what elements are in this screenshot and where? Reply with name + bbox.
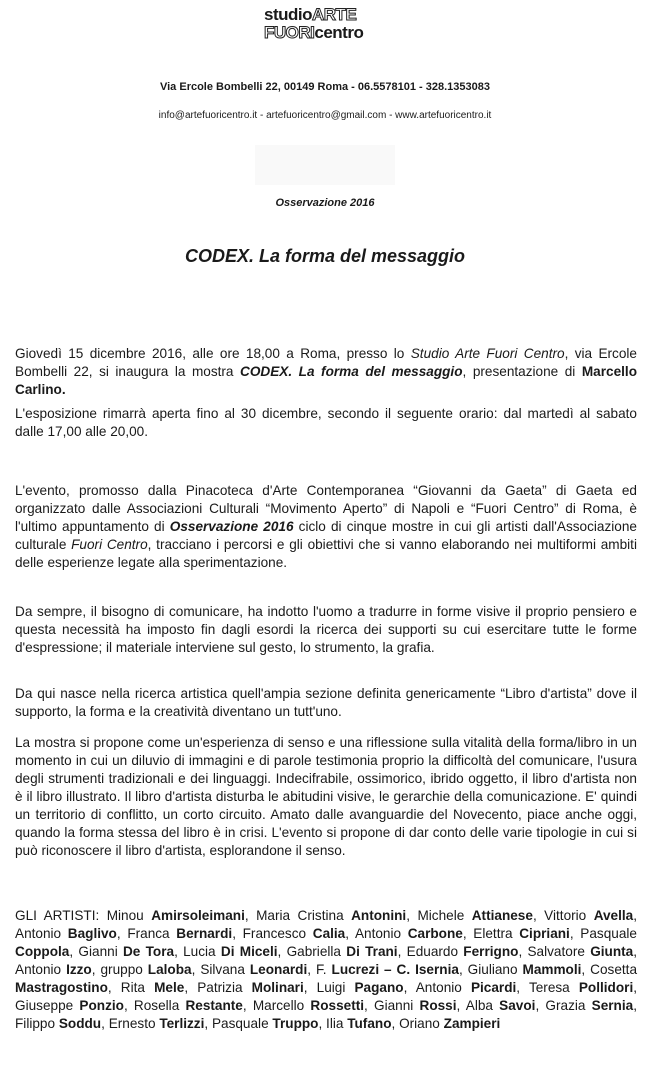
logo-text-centro: centro: [314, 23, 364, 42]
communication-paragraph: Da sempre, il bisogno di comunicare, ha indotto l'uomo a tradurre in forme visive il proprio pensiero e questa necessità ha imposto fin dagli esordi la ricerca dei supporti su cui esercitare tutte le forme d'espressione; il materiale interviene sul gesto, lo strumento, la grafia.: [15, 604, 637, 655]
artist-name: Gianni Rossi: [374, 998, 457, 1013]
artist-name: Antonio Izzo: [15, 962, 92, 977]
artists-list: GLI ARTISTI: Minou Amirsoleimani, Maria Cristina Antonini, Michele Attianese, Vittorio Avella, Antonio Baglivo, Franca Bernardi, Francesco Calia, Antonio Carbone, Elettra Cipriani, Pasquale Coppola, Gianni De Tora, Lucia Di Miceli, Gabriella Di Trani, Eduardo Ferrigno, Salvatore Giunta, Antonio Izzo, gruppo Laloba, Silvana Leonardi, F. Lucrezi – C. Isernia, Giuliano Mammoli, Cosetta Mastragostino, Rita Mele, Patrizia Molinari, Luigi Pagano, Antonio Picardi, Teresa Pollidori, Giuseppe Ponzio, Rosella Restante, Marcello Rossetti, Gianni Rossi, Alba Savoi, Grazia Sernia, Filippo Soddu, Ernesto Terlizzi, Pasquale Truppo, Ilia Tufano, Oriano Zampieri: [15, 908, 638, 1031]
artist-name: Pasquale Truppo: [211, 1016, 319, 1031]
artist-name: Michele Attianese: [417, 908, 533, 923]
artist-name: Filippo Soddu: [15, 1016, 102, 1031]
artist-name: Silvana Leonardi: [200, 962, 308, 977]
artist-name: Gabriella Di Trani: [286, 944, 398, 959]
artist-name: Cosetta Mastragostino: [15, 962, 638, 995]
artist-name: Maria Cristina Antonini: [256, 908, 407, 923]
artist-name: Teresa Pollidori: [528, 980, 634, 995]
artist-name: Pasquale Coppola: [15, 926, 637, 959]
artist-name: Ernesto Terlizzi: [108, 1016, 205, 1031]
artist-name: Vittorio Avella: [544, 908, 634, 923]
logo-text-fuori: FUORI: [264, 23, 315, 42]
artist-name: Giuseppe Ponzio: [15, 998, 124, 1013]
artist-name: Antonio Baglivo: [15, 926, 117, 941]
artists-label: GLI ARTISTI:: [15, 908, 100, 923]
artist-name: Franca Bernardi: [127, 926, 233, 941]
artist-name: Gianni De Tora: [78, 944, 175, 959]
artist-name: F. Lucrezi – C. Isernia: [315, 962, 459, 977]
artist-name: Grazia Sernia: [545, 998, 634, 1013]
logo-text-studio: studio: [264, 5, 312, 24]
artist-name: Giuliano Mammoli: [467, 962, 582, 977]
artist-name: Oriano Zampieri: [399, 1016, 501, 1031]
artist-name: Elettra Cipriani: [473, 926, 570, 941]
faded-logo-watermark: [255, 145, 395, 185]
contacts-line: info@artefuoricentro.it - artefuoricentro@gmail.com - www.artefuoricentro.it: [158, 110, 492, 121]
artist-name: Patrizia Molinari: [197, 980, 304, 995]
studio-logo: [264, 6, 384, 46]
logo-text-arte: ARTE: [312, 5, 357, 24]
event-paragraph: L'evento, promosso dalla Pinacoteca d'Arte Contemporanea “Giovanni da Gaeta” di Gaeta ed organizzato dalle Associazioni Culturali “Movimento Aperto” di Napoli e “Fuori Centro” di Roma, è l'ultimo appuntamento di Osservazione 2016 ciclo di cinque mostre in cui gli artisti dall'Associazione culturale Fuori Centro, tracciano i percorsi e gli obiettivi che si vanno elaborando nei multiformi ambiti delle esperienze legate alla sperimentazione.: [15, 483, 637, 570]
artist-name: Marcello Rossetti: [252, 998, 365, 1013]
artist-name: Rita Mele: [120, 980, 185, 995]
artist-name: Antonio Picardi: [415, 980, 517, 995]
artist-name: Rosella Restante: [133, 998, 243, 1013]
intro-paragraph: Giovedì 15 dicembre 2016, alle ore 18,00 a Roma, presso lo Studio Arte Fuori Centro, via Ercole Bombelli 22, si inaugura la mostra CODEX. La forma del messaggio, presentazione di Marcello Carlino.: [15, 346, 637, 397]
artist-name: Minou Amirsoleimani: [106, 908, 245, 923]
artist-name: Alba Savoi: [465, 998, 536, 1013]
artist-name: Francesco Calia: [242, 926, 346, 941]
artist-name: gruppo Laloba: [100, 962, 192, 977]
artist-name: Ilia Tufano: [326, 1016, 392, 1031]
document-title: CODEX. La forma del messaggio: [184, 246, 466, 266]
address-line: Via Ercole Bombelli 22, 00149 Roma - 06.5578101 - 328.1353083: [159, 81, 490, 93]
exhibition-paragraph: La mostra si propone come un'esperienza di senso e una riflessione sulla vitalità della forma/libro in un momento in cui un diluvio di immagini e di parole testimonia proprio la difficoltà del comunicare, l'usura degli strumenti tradizionali e dei linguaggi. Indecifrabile, ossimorico, ibrido oggetto, il libro d'artista non è il libro illustrato. Il libro d'artista disturba le abitudini visive, le gerarchie della comunicazione. E' quindi un territorio di conflitto, un corto circuito. Amato dalle avanguardie del Novecento, piace anche oggi, quando la forma stessa del libro è in crisi. L'evento si propone di dar conto delle varie tipologie in cui si può riconoscere il libro d'artista, esplorandone il senso.: [15, 735, 637, 858]
artist-name: Lucia Di Miceli: [183, 944, 278, 959]
artist-book-paragraph: Da qui nasce nella ricerca artistica quell'ampia sezione definita genericamente “Libro d'artista” dove il supporto, la forma e la creatività diventano un tutt'uno.: [15, 686, 637, 719]
artist-name: Eduardo Ferrigno: [406, 944, 519, 959]
artist-name: Luigi Pagano: [316, 980, 404, 995]
opening-hours-paragraph: L'esposizione rimarrà aperta fino al 30 dicembre, secondo il seguente orario: dal martedì al sabato dalle 17,00 alle 20,00.: [15, 406, 637, 439]
series-label: Osservazione 2016: [275, 197, 375, 209]
artist-name: Salvatore Giunta: [527, 944, 634, 959]
artist-name: Antonio Carbone: [354, 926, 463, 941]
